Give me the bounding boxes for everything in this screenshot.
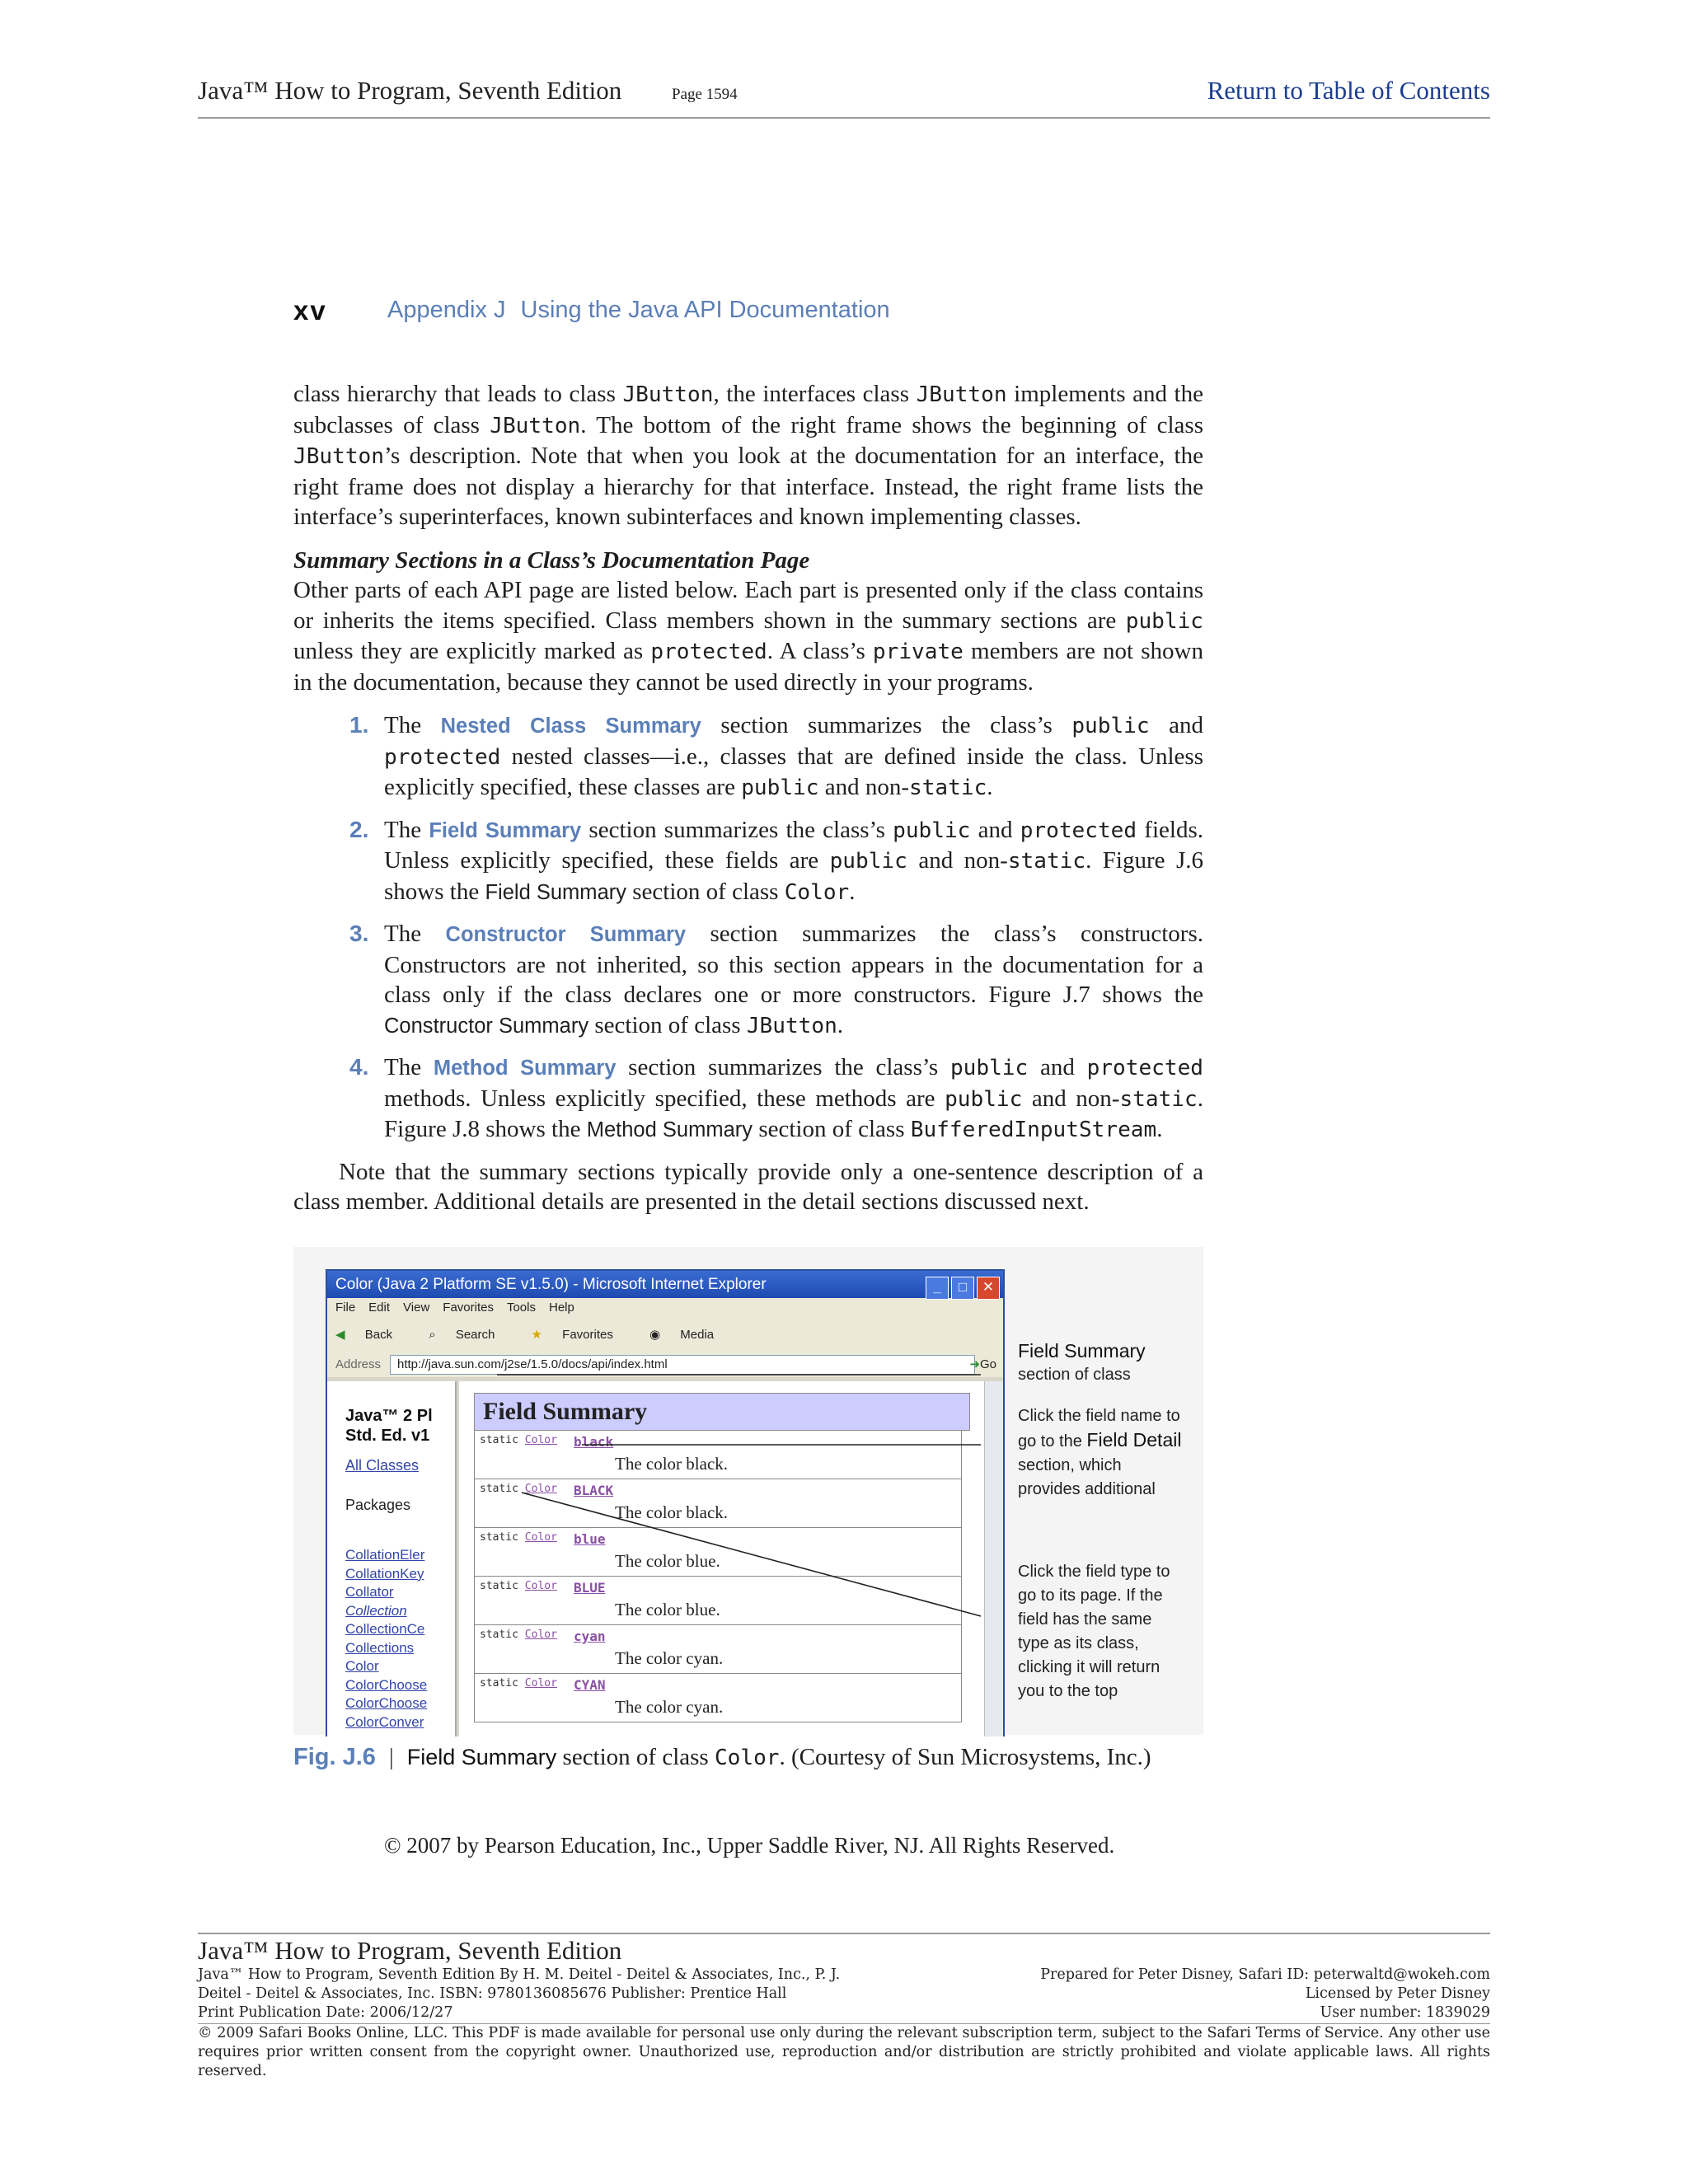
go-button[interactable]: ➜Go bbox=[969, 1357, 996, 1371]
field-type-link[interactable]: Color bbox=[524, 1531, 557, 1544]
field-name-link[interactable]: CYAN bbox=[574, 1677, 606, 1693]
favorites-button[interactable]: ★ Favorites bbox=[531, 1328, 613, 1342]
list-item[interactable]: CollationEler bbox=[345, 1547, 425, 1563]
list-item: 4. The Method Summary section summarizes the class’s public and protected methods. Unless explicitly specified, these methods are public and non-static. Figure J.8 shows the Method Summary section of class BufferedInputStream. bbox=[349, 1054, 1203, 1142]
footer-legal: © 2009 Safari Books Online, LLC. This PDF is made available for personal use only during the relevant subscription term, subject to the Safari Terms of Service. Any other use requires prior written consent from the copyright owner. Unauthorized use, reproduction and/or distribution are strictly prohibited and violate applicable laws. All rights reserved. bbox=[198, 2025, 1490, 2079]
footer-title: Java™ How to Program, Seventh Edition bbox=[198, 1936, 622, 1965]
field-type-link[interactable]: Color bbox=[524, 1580, 557, 1592]
table-row: static Color BLACK The color black. bbox=[474, 1479, 962, 1528]
menu-help[interactable]: Help bbox=[549, 1301, 574, 1315]
field-name-link[interactable]: blue bbox=[574, 1531, 606, 1547]
packages-select[interactable]: Packages bbox=[345, 1497, 411, 1513]
page-footer bbox=[198, 1933, 1490, 2081]
field-name-link[interactable]: cyan bbox=[574, 1629, 606, 1644]
list-item[interactable]: CollectionCe bbox=[345, 1621, 425, 1637]
list-item: 2. The Field Summary section summarizes the class’s public and protected fields. Unless explicitly specified, these fields are public and non-static. Figure J.6 shows the Field Summary section of class Color. bbox=[349, 816, 1204, 905]
list-item[interactable]: ColorChoose bbox=[345, 1676, 428, 1693]
paragraph-2: Other parts of each API page are listed below. Each part is presented only if the class contains or inherits the items specified. Class members shown in the summary sections are public unless they are explicitly marked as protected. A class’s private members are not shown in the documentation, because they cannot be used directly in your programs. bbox=[293, 577, 1203, 696]
callout-field-name: Click the field name to go to the Field Detail section, which provides additional bbox=[1018, 1407, 1182, 1498]
callout-line-field-type bbox=[522, 1493, 981, 1616]
list-item: 3. The Constructor Summary section summarizes the class’s constructors. Constructors are not inherited, so this section appears in the documentation for a class only if the class declares one or more constructors. Figure J.7 shows the Constructor Summary section of class JButton. bbox=[349, 921, 1203, 1038]
callout-field-type: Click the field type to go to its page. If the field has the same type as its class, clicking it will return you to the top bbox=[1018, 1563, 1170, 1700]
list-item[interactable]: ColorConver bbox=[345, 1713, 424, 1730]
footer-row: Print Publication Date: 2006/12/27 User number: 1839029 bbox=[198, 2004, 1490, 2021]
list-item[interactable]: Collator bbox=[345, 1584, 394, 1600]
figure-label: Fig. J.6 bbox=[293, 1744, 376, 1770]
list-item[interactable]: Color bbox=[345, 1658, 379, 1674]
media-icon: ◉ bbox=[649, 1328, 661, 1342]
list-item[interactable]: Collections bbox=[345, 1639, 415, 1656]
list-item[interactable]: ColorChoose bbox=[345, 1695, 428, 1711]
table-row: static Color black The color black. bbox=[474, 1431, 962, 1479]
figure-j6 bbox=[293, 1247, 1203, 1735]
table-row: static Color blue The color blue. bbox=[474, 1528, 962, 1577]
field-name-link[interactable]: BLACK bbox=[574, 1483, 614, 1498]
address-label: Address bbox=[335, 1357, 382, 1371]
toc-link[interactable]: Return to Table of Contents bbox=[1207, 76, 1490, 105]
appendix-label: Appendix J bbox=[387, 297, 506, 323]
menu-favorites[interactable]: Favorites bbox=[443, 1301, 494, 1315]
menu-view[interactable]: View bbox=[403, 1301, 430, 1315]
star-icon: ★ bbox=[531, 1328, 542, 1342]
summary-list bbox=[293, 710, 1203, 1146]
platform-title: Java™ 2 Pl Std. Ed. v1 bbox=[345, 1407, 433, 1445]
callout-field-summary: Field Summary section of class bbox=[1018, 1340, 1146, 1384]
all-classes-link[interactable]: All Classes bbox=[345, 1457, 420, 1474]
menu-edit[interactable]: Edit bbox=[368, 1301, 391, 1315]
address-input[interactable]: http://java.sun.com/j2se/1.5.0/docs/api/index.html bbox=[390, 1355, 975, 1375]
minimize-icon[interactable]: _ bbox=[926, 1277, 949, 1300]
window-title: Color (Java 2 Platform SE v1.5.0) - Microsoft Internet Explorer bbox=[335, 1276, 767, 1293]
go-arrow-icon: ➜ bbox=[969, 1357, 980, 1371]
back-arrow-icon: ◀ bbox=[335, 1328, 345, 1342]
footer-row: Deitel - Deitel & Associates, Inc. ISBN: 9780136085676 Publisher: Prentice Hall Licensed by Peter Disney bbox=[198, 1985, 1490, 2002]
paragraph-1: class hierarchy that leads to class JButton, the interfaces class JButton implements and the subclasses of class JButton. The bottom of the right frame shows the beginning of class JButton’s description. Note that when you look at the documentation for an interface, the right frame does not display a hierarchy for that interface. Instead, the right frame lists the interface’s superinterfaces, known subinterfaces and known implementing classes. bbox=[293, 381, 1203, 530]
field-summary-heading: Field Summary bbox=[474, 1393, 970, 1431]
field-name-link[interactable]: black bbox=[574, 1434, 614, 1450]
section-heading: Summary Sections in a Class’s Documentation Page bbox=[293, 546, 810, 574]
field-type-link[interactable]: Color bbox=[524, 1483, 557, 1495]
copyright-notice: © 2007 by Pearson Education, Inc., Upper Saddle River, NJ. All Rights Reserved. bbox=[384, 1833, 1115, 1858]
search-icon: ⌕ bbox=[429, 1328, 436, 1342]
field-type-link[interactable]: Color bbox=[524, 1629, 557, 1641]
table-row: static Color CYAN The color cyan. bbox=[474, 1674, 962, 1722]
book-title: Java™ How to Program, Seventh Edition bbox=[198, 76, 622, 105]
field-type-link[interactable]: Color bbox=[524, 1434, 557, 1446]
media-button[interactable]: ◉ Media bbox=[649, 1328, 715, 1342]
chapter-title: Using the Java API Documentation bbox=[520, 297, 890, 323]
maximize-icon[interactable]: □ bbox=[951, 1277, 974, 1300]
figure-caption: Fig. J.6 | Field Summary section of class Color. (Courtesy of Sun Microsystems, Inc.) bbox=[293, 1744, 1151, 1770]
menu-file[interactable]: File bbox=[335, 1301, 356, 1315]
paragraph-3: Note that the summary sections typically provide only a one-sentence description of a class member. Additional details are presented in the detail sections discussed next. bbox=[293, 1158, 1203, 1215]
close-icon[interactable]: ✕ bbox=[977, 1277, 1000, 1300]
field-name-link[interactable]: BLUE bbox=[574, 1580, 606, 1596]
body-text bbox=[293, 379, 1203, 1217]
footer-row: Java™ How to Program, Seventh Edition By H. M. Deitel - Deitel & Associates, Inc., P. J. Prepared for Peter Disney, Safari ID: peterwaltd@wokeh.com bbox=[198, 1966, 1490, 1983]
search-button[interactable]: ⌕ Search bbox=[429, 1328, 495, 1342]
menu-tools[interactable]: Tools bbox=[506, 1301, 536, 1315]
table-row: static Color BLUE The color blue. bbox=[474, 1577, 962, 1625]
list-item[interactable]: CollationKey bbox=[345, 1565, 424, 1582]
list-item: 1. The Nested Class Summary section summarizes the class’s public and protected nested classes—i.e., classes that are defined inside the class. Unless explicitly specified, these classes are public and non-static. bbox=[349, 712, 1204, 800]
field-type-link[interactable]: Color bbox=[524, 1677, 557, 1690]
page-number: xv bbox=[293, 295, 327, 326]
page-header bbox=[198, 76, 1490, 119]
back-button[interactable]: ◀ Back bbox=[335, 1328, 393, 1342]
page-label: Page 1594 bbox=[672, 86, 738, 103]
chapter-label bbox=[387, 297, 890, 324]
table-row: static Color cyan The color cyan. bbox=[474, 1625, 962, 1674]
list-item[interactable]: Collection bbox=[345, 1602, 407, 1619]
